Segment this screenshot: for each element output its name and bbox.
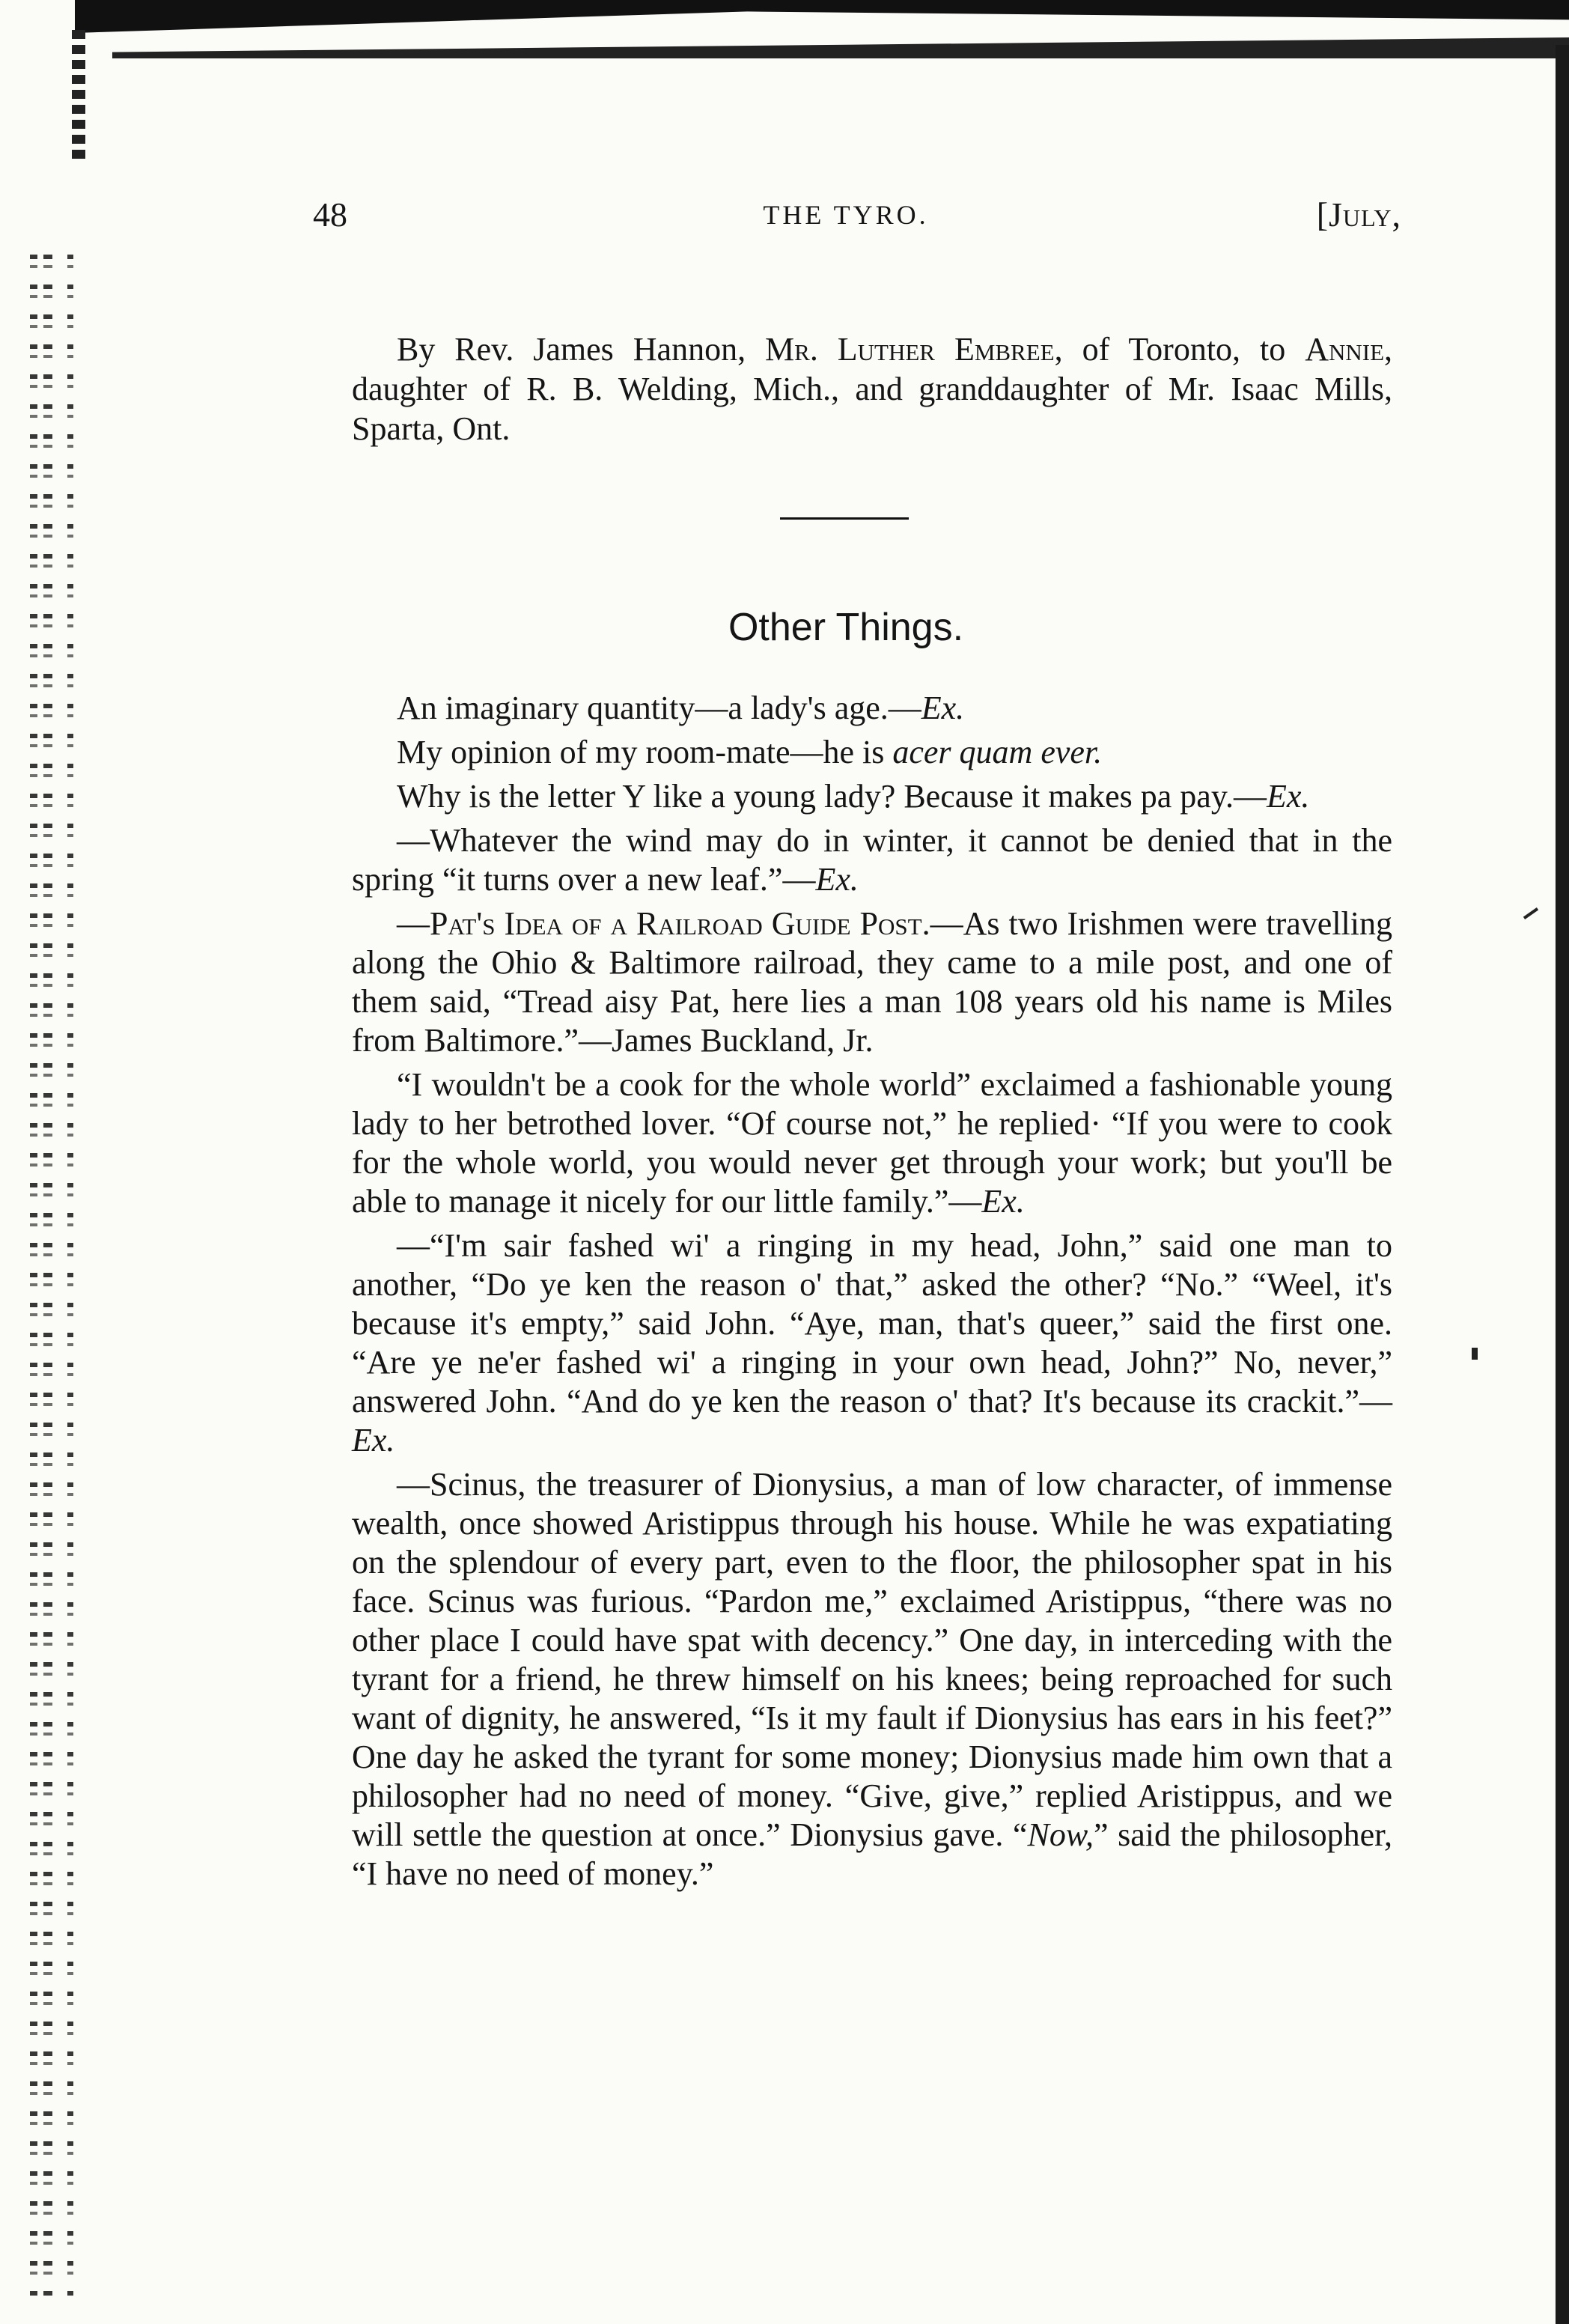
item-text: —Scinus, the treasurer of Dionysius, a man of low character, of immense wealth, once showed Aristippus through his house. While he was expatiating on the splendour of every part, even to the floor, the philosopher spat in his face. Scinus was furious. “Pardon me,” exclaimed Aristippus, “there was no other place I could have spat with decency.” One day, in interceding with the tyrant for a friend, he threw himself on his knees; being reproached for such want of dignity, he answered, “Is it my fault if Dionysius has ears in his feet?” One day he asked the tyrant for some money; Dionysius made him own that a philosopher had no need of money. “Give, give,” replied Aristippus, and we will settle the question at once.” Dionysius gave. “	[352, 1466, 1392, 1853]
scan-border-right	[1556, 45, 1569, 2324]
running-head	[299, 195, 1401, 247]
stray-mark	[1472, 1348, 1478, 1360]
citation: Ex.	[1266, 778, 1310, 815]
item-railroad-guide-post	[352, 904, 1392, 1060]
item-text: My opinion of my room-mate—he is	[397, 734, 893, 770]
groom-name: Mr. Luther Embree	[765, 331, 1055, 368]
citation: Ex.	[352, 1422, 395, 1458]
issue-month: [July,	[1316, 195, 1401, 234]
emphasis: Now,	[1027, 1816, 1094, 1853]
item-wind	[352, 821, 1392, 899]
scan-border-top-inner	[112, 37, 1569, 58]
item-room-mate	[352, 733, 1392, 772]
bride-name: Annie	[1305, 331, 1385, 368]
item-cook	[352, 1065, 1392, 1221]
item-aristippus	[352, 1465, 1392, 1893]
binding-gutter-marks	[30, 255, 97, 2299]
journal-title: THE TYRO.	[763, 200, 929, 230]
marriage-text: , of Toronto, to	[1054, 331, 1306, 368]
marriage-notice	[352, 329, 1392, 448]
stray-mark	[1523, 907, 1538, 919]
page-number: 48	[313, 195, 347, 234]
citation: Ex.	[981, 1183, 1025, 1220]
latin-pun: acer quam ever.	[892, 734, 1103, 770]
item-imaginary-quantity	[352, 689, 1392, 728]
marriage-text: By Rev. James Hannon,	[397, 331, 766, 368]
citation: Ex.	[921, 690, 965, 726]
binding-marks-top	[72, 30, 85, 165]
item-ringing-head	[352, 1226, 1392, 1460]
item-text: —“I'm sair fashed wi' a ringing in my head, John,” said one man to another, “Do ye ken the reason o' that,” asked the other? “No.” “Weel, it's because it's empty,” said John. “Aye, man, that's queer,” said the first one. “Are ye ne'er fashed wi' a ringing in your own head, John?” No, never,” answered John. “And do ye ken the reason o' that? It's because its crackit.”—	[352, 1227, 1392, 1420]
section-divider	[780, 517, 909, 520]
section-title: Other Things.	[728, 606, 964, 649]
item-text: “I wouldn't be a cook for the whole world” exclaimed a fashionable young lady to her betrothed lover. “Of course not,” he replied· “If you were to cook for the whole world, you would never get through your work; but you'll be able to manage it nicely for our little family.”—	[352, 1066, 1392, 1220]
other-things-list	[352, 689, 1392, 1899]
citation: Ex.	[815, 861, 859, 898]
item-text: ” said the philosopher, “I have no need of money.”	[352, 1816, 1393, 1892]
item-text: An imaginary quantity—a lady's age.—	[397, 690, 921, 726]
item-text: —As two Irishmen were travelling along the Ohio & Baltimore railroad, they came to a mile post, and one of them said, “Tread aisy Pat, here lies a man 108 years old his name is Miles from Baltimore.”—James Buckland, Jr.	[352, 905, 1392, 1059]
item-text: —Whatever the wind may do in winter, it cannot be denied that in the spring “it turns over a new leaf.”—	[352, 822, 1392, 898]
marriage-text: , daughter of R. B. Welding, Mich., and granddaughter of Mr. Isaac Mills, Sparta, Ont.	[352, 331, 1393, 447]
item-lead: —Pat's Idea of a Railroad Guide Post.	[397, 905, 930, 942]
scan-border-top	[75, 0, 1569, 33]
item-text: Why is the letter Y like a young lady? Because it makes pa pay.—	[397, 778, 1267, 815]
item-letter-y	[352, 777, 1392, 816]
